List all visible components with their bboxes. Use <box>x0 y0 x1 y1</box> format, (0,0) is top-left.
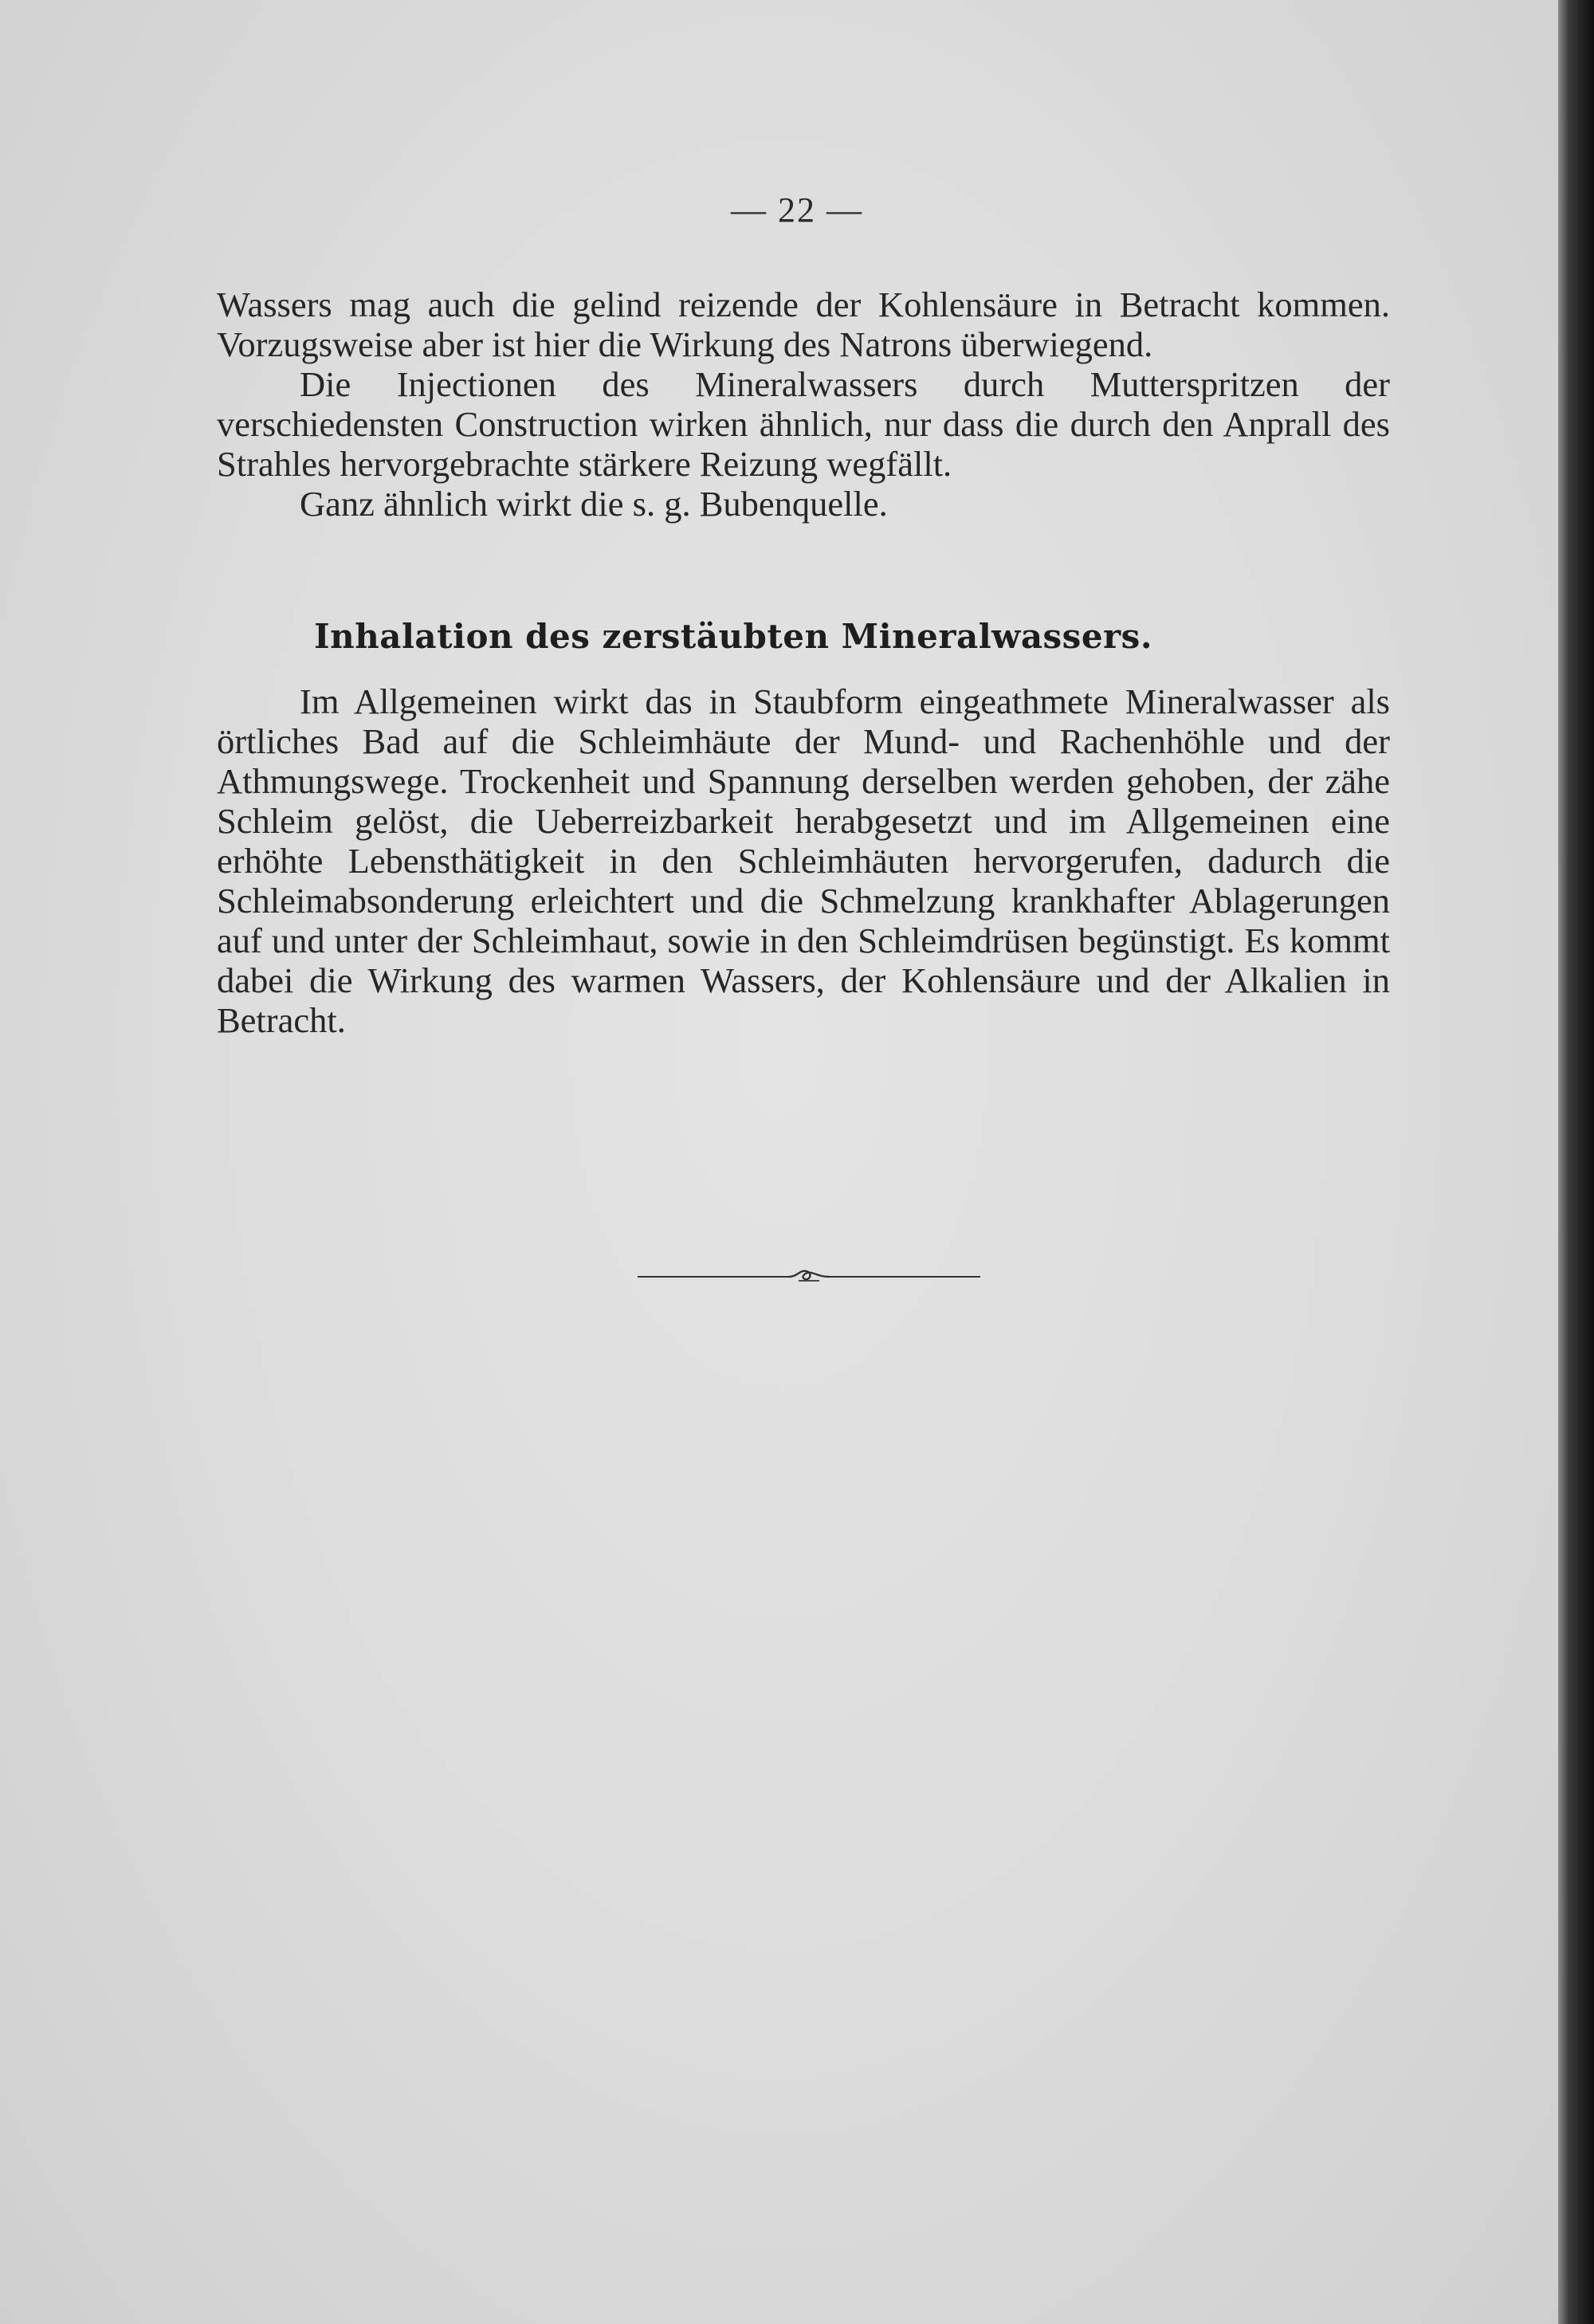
text-block-intro <box>217 285 1390 524</box>
divider-line-left <box>638 1276 789 1278</box>
paragraph-bubenquelle: Ganz ähnlich wirkt die s. g. Bubenquelle. <box>300 484 888 524</box>
page-edge-shadow <box>1558 0 1594 2324</box>
section-heading: Inhalation des zerstäubten Mineralwassers. <box>314 617 1152 656</box>
paragraph-inhalation: Im Allgemeinen wirkt das in Staubform eingeathmete Mineralwasser als örtliches Bad auf die Schleimhäute der Mund- und Rachenhöhle und der Athmungswege. Trockenheit und Spannung derselben werden gehoben, der zähe Schleim gelöst, die Ueberreizbarkeit herabgesetzt und im Allgemeinen eine erhöhte Lebensthätigkeit in den Schleimhäuten hervorgerufen, dadurch die Schleimabsonderung erleichtert und die Schmelzung krankhafter Ablagerungen auf und unter der Schleimhaut, sowie in den Schleimdrüsen begünstigt. Es kommt dabei die Wirkung des warmen Wassers, der Kohlensäure und der Alkalien in Betracht. <box>217 681 1390 1040</box>
paragraph-injectionen: Die Injectionen des Mineralwassers durch Mutterspritzen der verschiedensten Construction wirken ähnlich, nur dass die durch den Anprall des Strahles hervorgebrachte stärkere Reizung wegfällt. <box>217 364 1390 484</box>
ornamental-divider-icon <box>638 1263 980 1290</box>
flourish-icon <box>787 1263 830 1290</box>
text-block-inhalation <box>217 681 1390 1040</box>
divider-line-right <box>829 1276 980 1278</box>
paragraph-continuation: Wassers mag auch die gelind reizende der Kohlensäure in Betracht kommen. Vorzugsweise aber ist hier die Wirkung des Natrons überwiegend. <box>217 285 1390 364</box>
page-number: — 22 — <box>731 190 863 230</box>
